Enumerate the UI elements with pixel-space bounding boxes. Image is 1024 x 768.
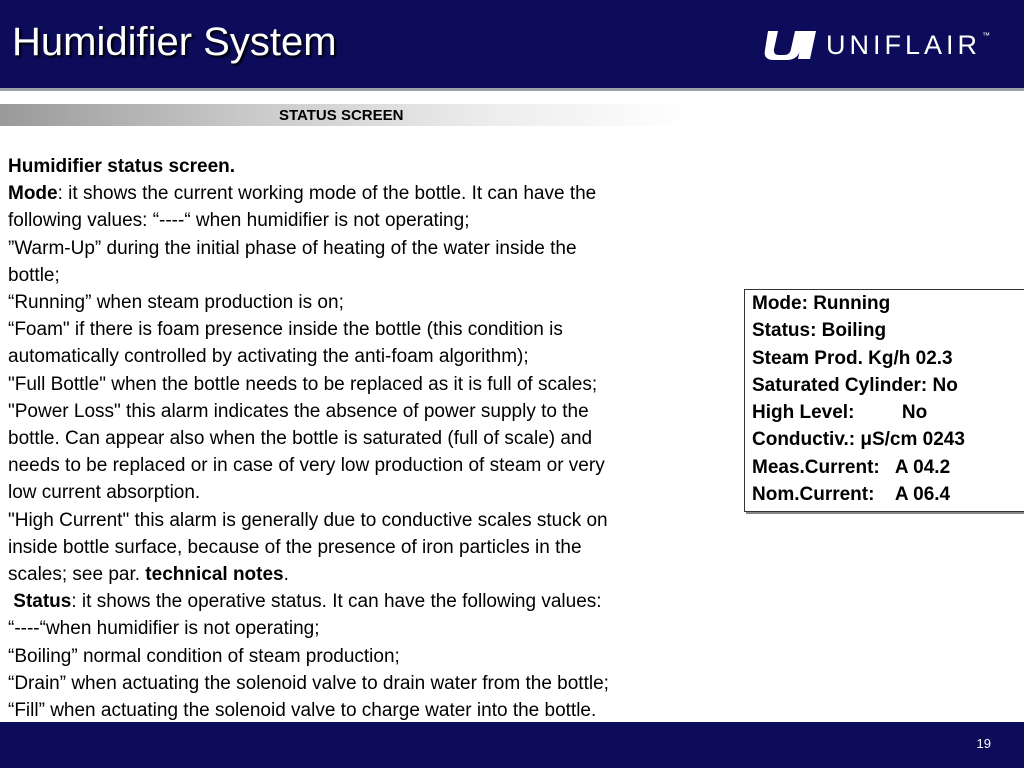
status-saturated-cylinder: Saturated Cylinder: No [752, 374, 958, 396]
body-line: “Running” when steam production is on; [8, 292, 344, 314]
body-line: "Power Loss" this alarm indicates the absence of power supply to the [8, 400, 589, 422]
page-number: 19 [976, 736, 991, 751]
section-label: STATUS SCREEN [279, 107, 404, 124]
uniflair-logo-icon [764, 29, 820, 61]
status-high-level: High Level: No [752, 402, 928, 424]
body-line: “Fill” when actuating the solenoid valve to charge water into the bottle. [8, 700, 597, 722]
uniflair-logo [764, 28, 990, 62]
logo-text: UNIFLAIR [826, 29, 982, 60]
header-bar [0, 0, 1024, 88]
body-line: “Foam" if there is foam presence inside the bottle (this condition is [8, 319, 563, 341]
status-mode: Mode: Running [752, 293, 891, 314]
body-line: inside bottle surface, because of the presence of iron particles in the [8, 536, 582, 558]
body-line: ”Warm-Up” during the initial phase of heating of the water inside the [8, 237, 577, 259]
body-line: low current absorption. [8, 482, 201, 504]
body-line: bottle. Can appear also when the bottle is saturated (full of scale) and [8, 428, 593, 450]
status-meas-current: Meas.Current: A 04.2 [752, 456, 951, 478]
body-line: "Full Bottle" when the bottle needs to be replaced as it is full of scales; [8, 373, 598, 395]
body-line: “Drain” when actuating the solenoid valve to drain water from the bottle; [8, 672, 609, 694]
body-line [8, 180, 738, 207]
status-term: Status [13, 591, 72, 613]
status-screen-panel [744, 289, 1024, 512]
body-line: following values: “----“ when humidifier is not operating; [8, 210, 470, 232]
status-nom-current: Nom.Current: A 06.4 [752, 484, 951, 506]
body-text [8, 153, 738, 724]
body-line: bottle; [8, 264, 60, 286]
body-text-span: : it shows the operative status. It can have the following values: [71, 591, 602, 613]
body-text-span: : it shows the current working mode of the bottle. It can have the [57, 183, 597, 205]
body-heading: Humidifier status screen. [8, 156, 236, 177]
header-divider [0, 88, 1024, 91]
body-line: needs to be replaced or in case of very low production of steam or very [8, 455, 605, 477]
status-conductivity: Conductiv.: μS/cm 0243 [752, 429, 965, 451]
body-line: automatically controlled by activating the anti-foam algorithm); [8, 346, 529, 368]
mode-term: Mode [8, 183, 58, 205]
trademark-symbol: ™ [982, 30, 991, 40]
technical-notes-reference: technical notes [145, 564, 284, 586]
body-line: "High Current" this alarm is generally due to conductive scales stuck on [8, 509, 608, 531]
body-line [8, 588, 738, 615]
body-line: “----“when humidifier is not operating; [8, 618, 320, 640]
slide-title: Humidifier System [12, 20, 337, 64]
body-line [8, 561, 738, 588]
status-steam-prod: Steam Prod. Kg/h 02.3 [752, 347, 953, 369]
status-status: Status: Boiling [752, 320, 887, 342]
body-text-span: . [283, 564, 289, 586]
body-line: “Boiling” normal condition of steam production; [8, 645, 400, 667]
footer-bar [0, 722, 1024, 768]
section-bar [0, 104, 690, 126]
body-text-span: scales; see par. [8, 564, 146, 586]
